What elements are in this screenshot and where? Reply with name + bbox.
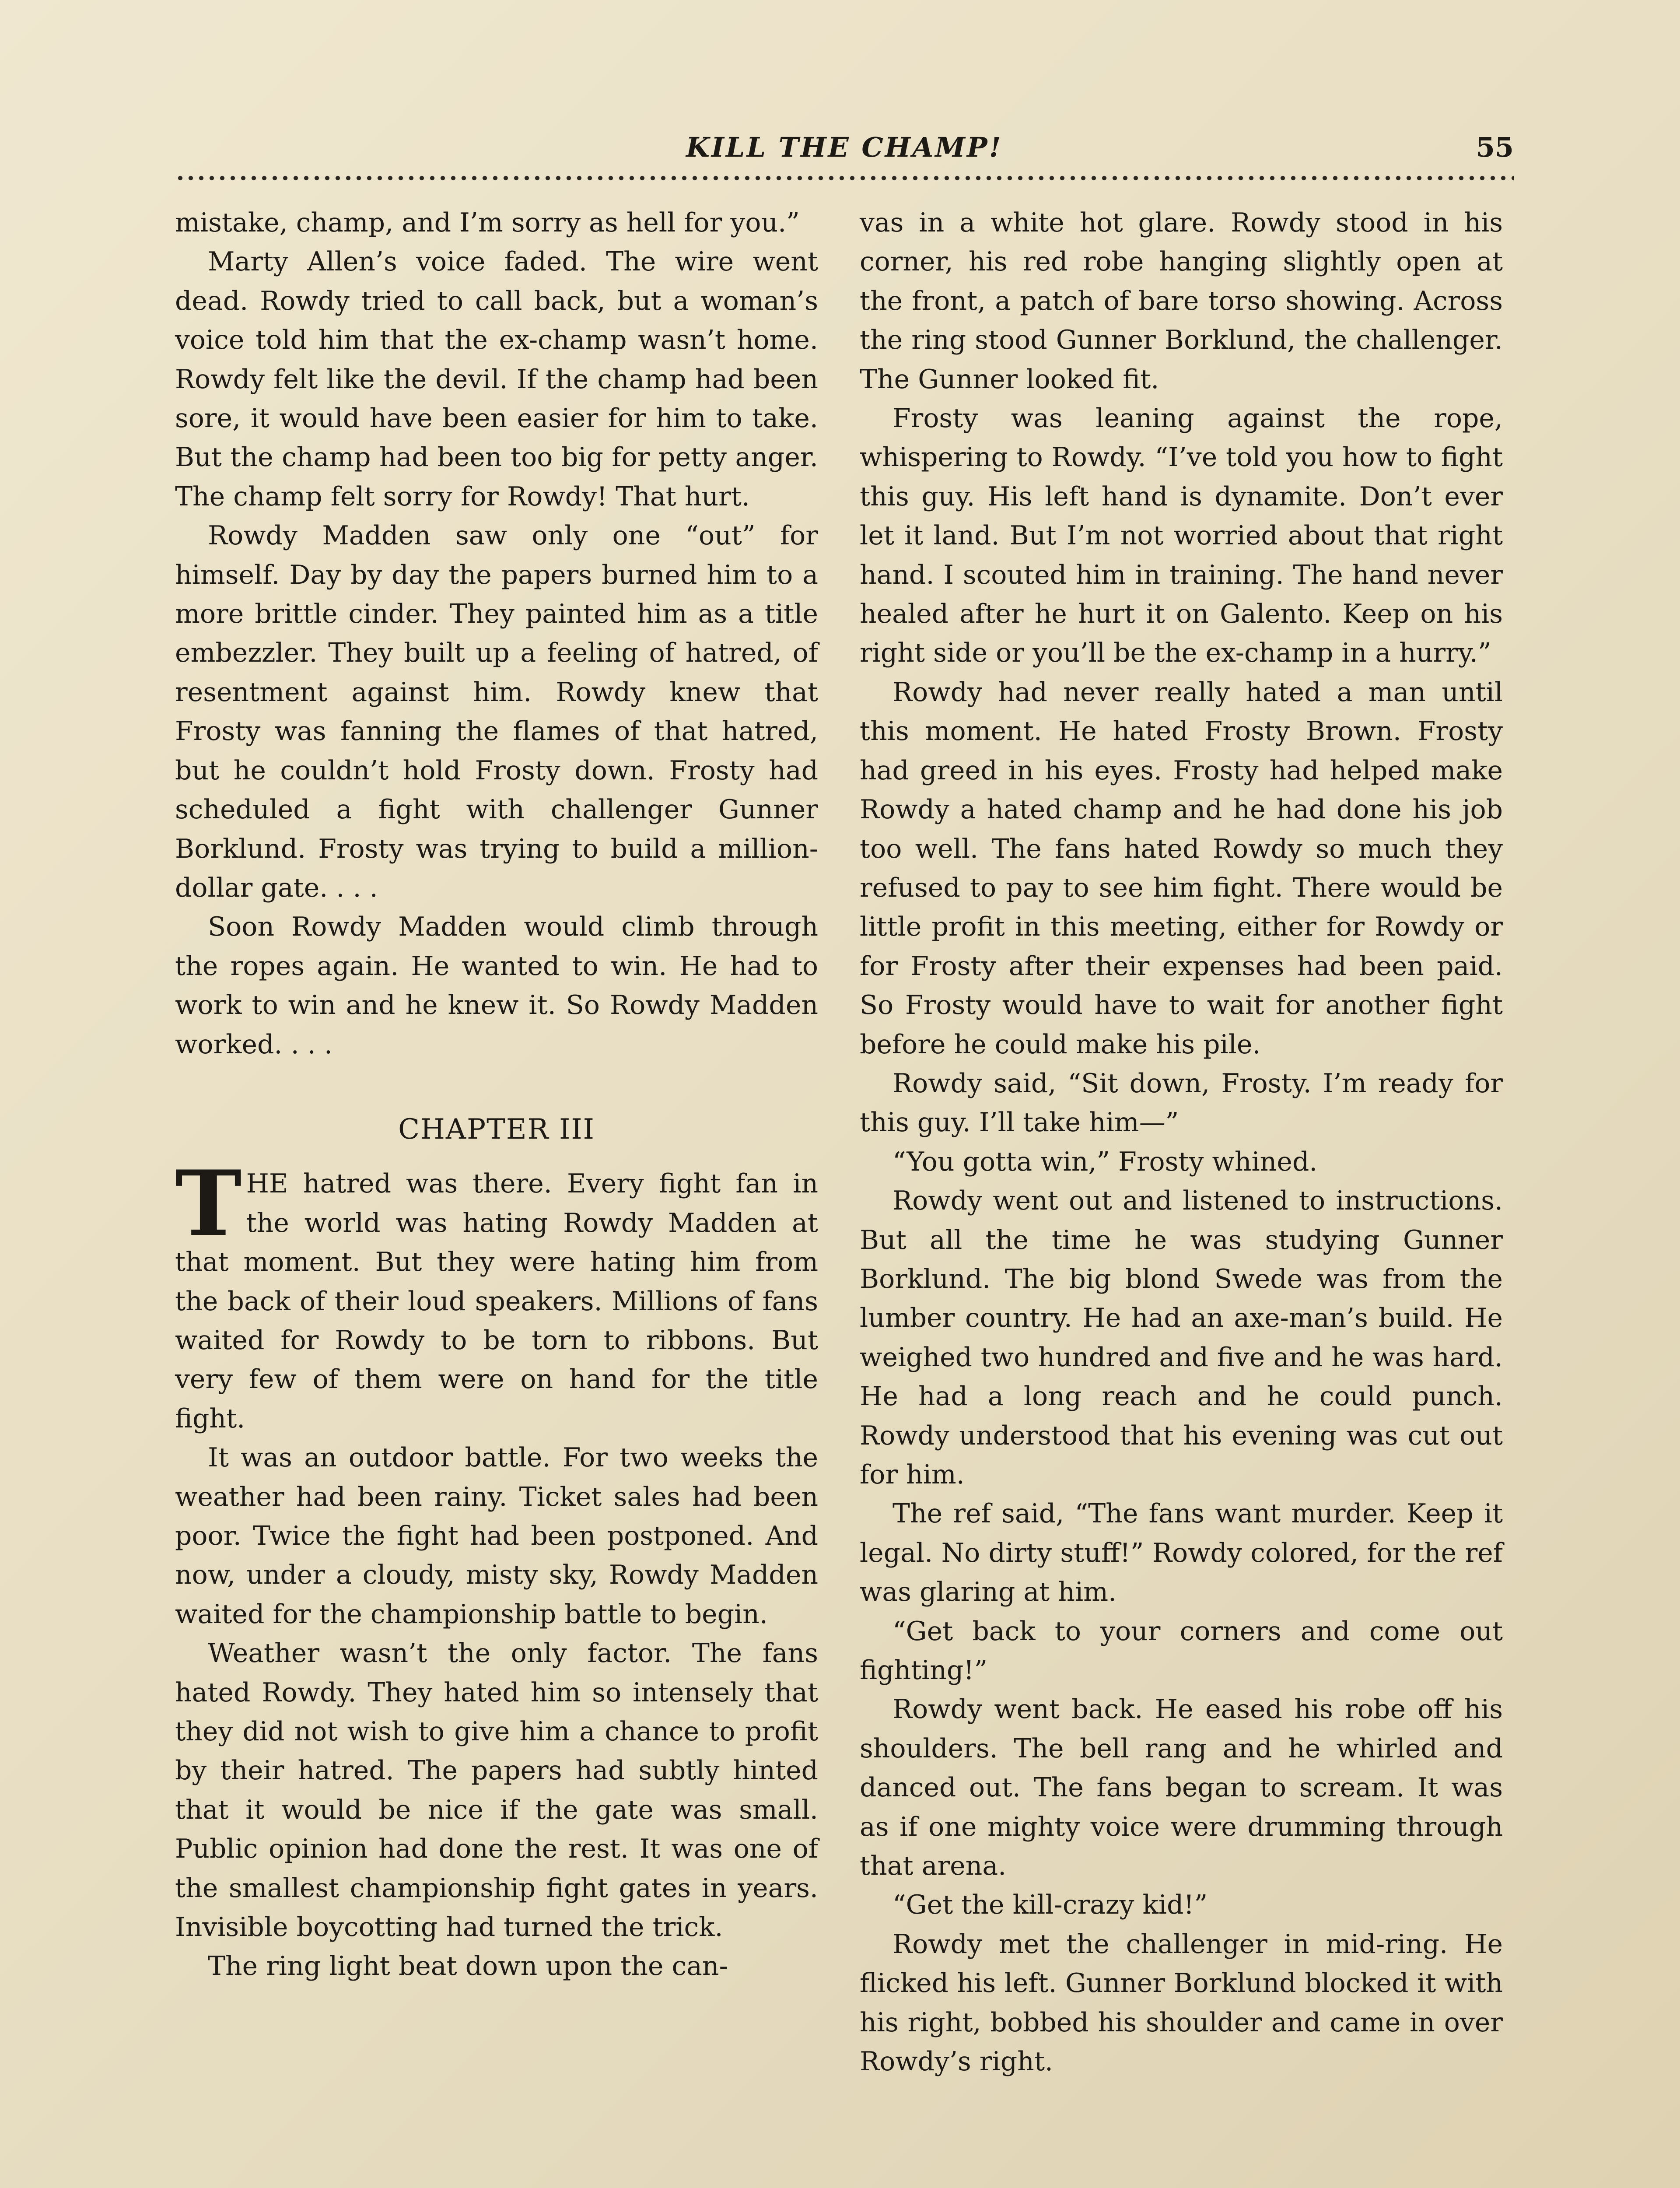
paragraph: Rowdy went back. He eased his robe off his shoulders. The bell rang and he whirled and danced out. The fans began to scream. It was as if one mighty voice were drumming through that arena. <box>860 1694 1503 1882</box>
paragraph: Rowdy said, “Sit down, Frosty. I’m ready for this guy. I’ll take him—” <box>860 1068 1503 1138</box>
paragraph: Rowdy met the challenger in mid-ring. He flicked his left. Gunner Borklund blocked it with his right, bobbed his shoulder and came in over Rowdy’s right. <box>860 1929 1503 2077</box>
paragraph: The ref said, “The fans want murder. Keep it legal. No dirty stuff!” Rowdy colored, for the ref was glaring at him. <box>860 1498 1503 1608</box>
drop-cap: T <box>175 1151 242 1257</box>
paragraph: Weather wasn’t the only factor. The fans hated Rowdy. They hated him so intensely that they did not wish to give him a chance to profit by their hatred. The papers had subtly hinted that it would be nice if the gate was small. Public opinion had done the rest. It was one of the smallest championship fight gates in years. Invisible boycotting had turned the trick. <box>175 1638 818 1943</box>
paragraph: It was an outdoor battle. For two weeks the weather had been rainy. Ticket sales had been poor. Twice the fight had been postponed. And now, under a cloudy, misty sky, Rowdy Madden waited for the championship battle to begin. <box>175 1442 818 1630</box>
paragraph: Rowdy had never really hated a man until this moment. He hated Frosty Brown. Frosty had greed in his eyes. Frosty had helped make Rowdy a hated champ and he had done his job too well. The fans hated Rowdy so much they refused to pay to see him fight. There would be little profit in this meeting, either for Rowdy or for Frosty after their expenses had been paid. So Frosty would have to wait for another fight before he could make his pile. <box>860 677 1503 1060</box>
left-column <box>175 203 818 1986</box>
paragraph: Soon Rowdy Madden would climb through the ropes again. He wanted to win. He had to work to win and he knew it. So Rowdy Madden worked. . . . <box>175 912 818 1060</box>
paragraph: The ring light beat down upon the can- <box>208 1951 728 1982</box>
dotted-divider <box>175 174 1514 182</box>
paragraph: Rowdy went out and listened to instructions. But all the time he was studying Gunner Borklund. The big blond Swede was from the lumber country. He had an axe-man’s build. He weighed two hundred and five and he was hard. He had a long reach and he could punch. Rowdy understood that his evening was cut out for him. <box>860 1185 1503 1490</box>
chapter-opening-paragraph <box>175 1151 818 1438</box>
paragraph: Rowdy Madden saw only one “out” for himself. Day by day the papers burned him to a more brittle cinder. They painted him as a title embezzler. They built up a feeling of hatred, of resentment against him. Rowdy knew that Frosty was fanning the flames of that hatred, but he couldn’t hold Frosty down. Frosty had scheduled a fight with challenger Gunner Borklund. Frosty was trying to build a million-dollar gate. . . . <box>175 520 818 903</box>
chapter-heading: CHAPTER III <box>398 1113 595 1146</box>
running-title: KILL THE CHAMP! <box>686 131 1003 163</box>
paragraph: “You gotta win,” Frosty whined. <box>892 1146 1318 1177</box>
paragraph: Marty Allen’s voice faded. The wire went dead. Rowdy tried to call back, but a woman’s voice told him that the ex-champ wasn’t home. Rowdy felt like the devil. If the champ had been sore, it would have been easier for him to take. But the champ had been too big for petty anger. The champ felt sorry for Rowdy! That hurt. <box>175 246 818 512</box>
right-column <box>860 203 1503 2082</box>
paragraph-text: HE hatred was there. Every fight fan in the world was hating Rowdy Madden at that moment. But they were hating him from the back of their loud speakers. Millions of fans waited for Rowdy to be torn to ribbons. But very few of them were on hand for the title fight. <box>175 1168 818 1434</box>
paragraph: mistake, champ, and I’m sorry as hell for you.” <box>175 207 800 238</box>
paragraph: “Get the kill-crazy kid!” <box>892 1890 1208 1921</box>
paragraph: Frosty was leaning against the rope, whispering to Rowdy. “I’ve told you how to fight this guy. His left hand is dynamite. Don’t ever let it land. But I’m not worried about that right hand. I scouted him in training. The hand never healed after he hurt it on Galento. Keep on his right side or you’ll be the ex-champ in a hurry.” <box>860 403 1503 669</box>
paragraph: “Get back to your corners and come out fighting!” <box>860 1616 1503 1686</box>
paragraph: vas in a white hot glare. Rowdy stood in his corner, his red robe hanging slightly open at the front, a patch of bare torso showing. Across the ring stood Gunner Borklund, the challenger. The Gunner looked fit. <box>860 207 1503 395</box>
page-number: 55 <box>1476 131 1514 163</box>
